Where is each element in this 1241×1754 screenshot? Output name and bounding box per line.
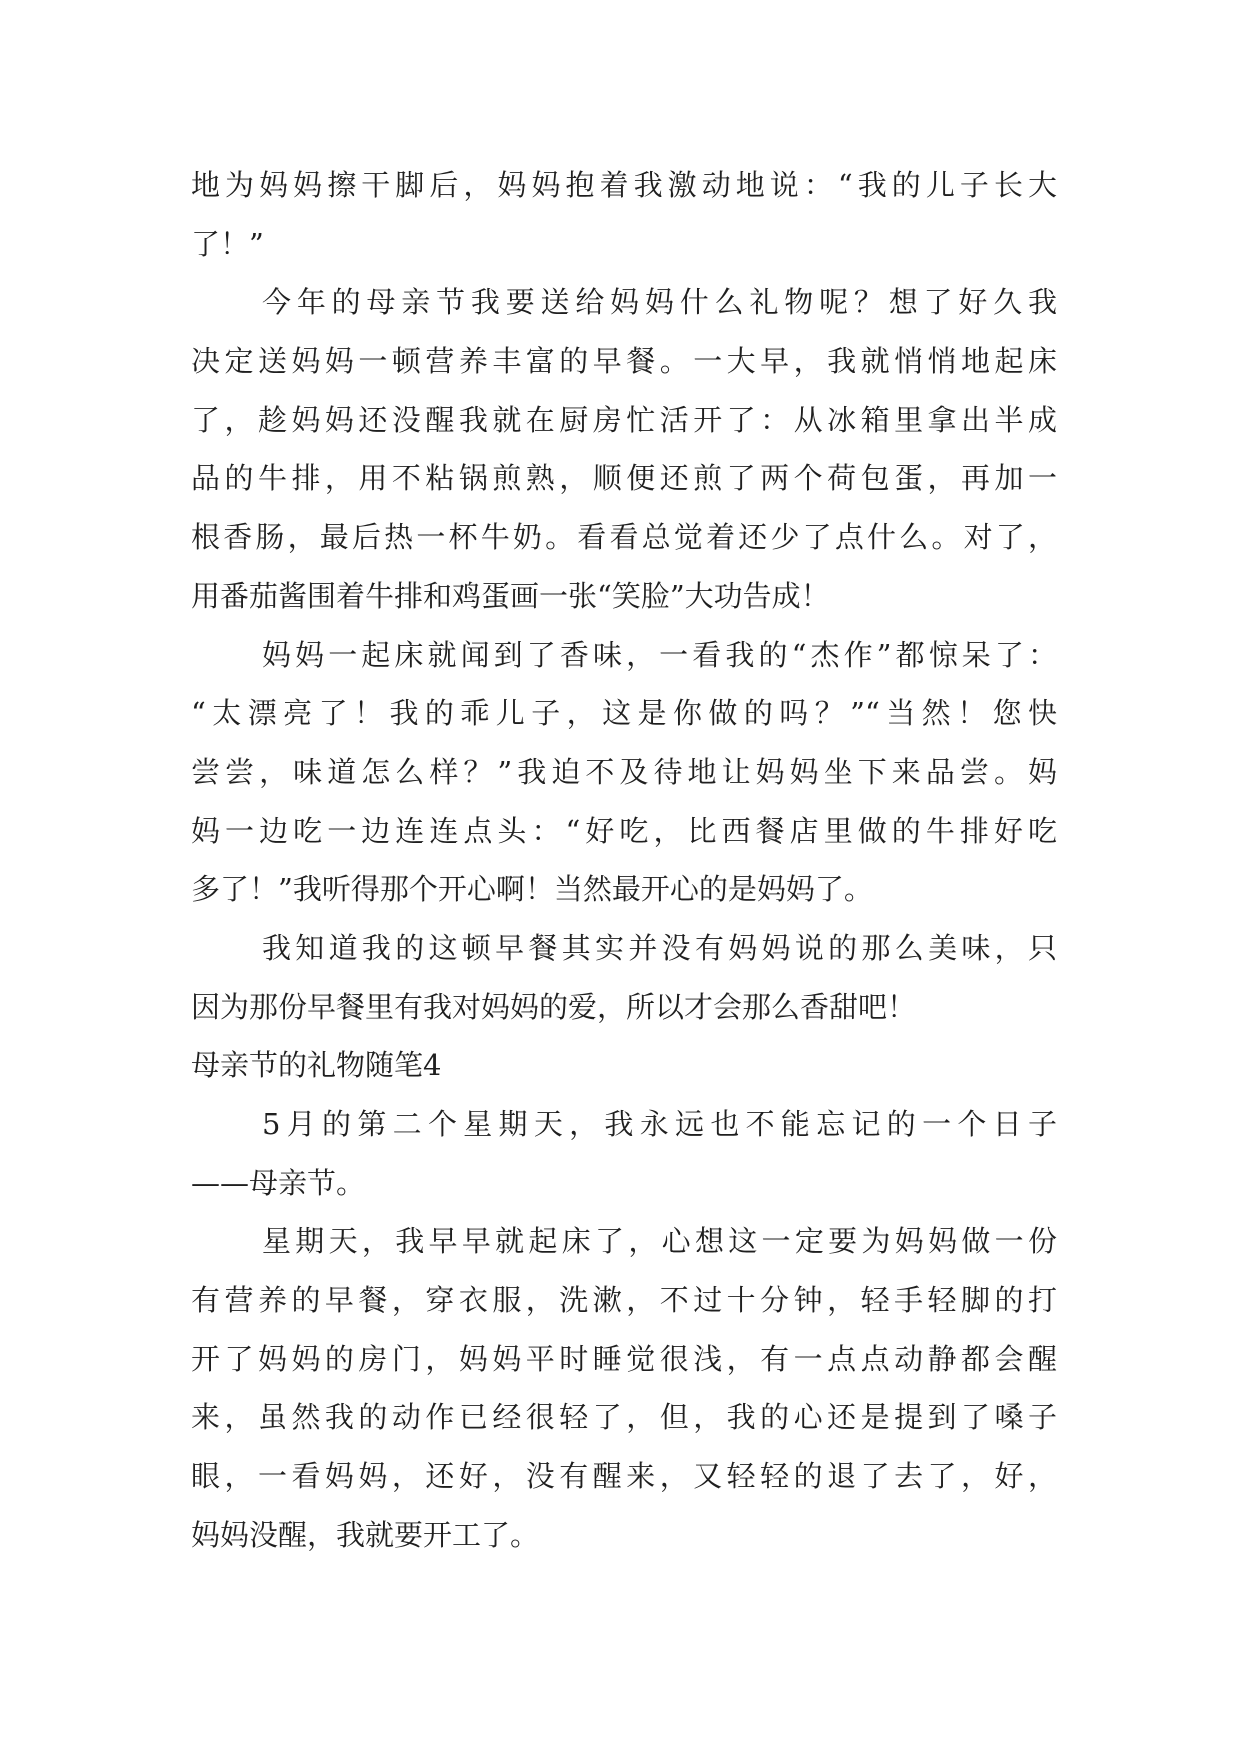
- text-line: 5月的第二个星期天，我永远也不能忘记的一个日子: [262, 1107, 1057, 1141]
- text-line: ——母亲节。: [191, 1165, 366, 1200]
- text-line: 了！”: [191, 226, 264, 261]
- text-line: 来，虽然我的动作已经很轻了，但，我的心还是提到了嗓子: [191, 1400, 1057, 1435]
- paragraph: [191, 273, 1057, 625]
- text-line: 地为妈妈擦干脚后，妈妈抱着我激动地说：“我的儿子长大: [191, 168, 1057, 202]
- text-line: 今年的母亲节我要送给妈妈什么礼物呢？想了好久我: [262, 285, 1057, 320]
- text-line: 我知道我的这顿早餐其实并没有妈妈说的那么美味，只: [262, 930, 1057, 965]
- section-heading: [191, 1036, 1057, 1095]
- text-line: “太漂亮了！我的乖儿子，这是你做的吗？”“当然！您快: [191, 696, 1057, 731]
- text-line: 妈妈一起床就闻到了香味，一看我的“杰作”都惊呆了：: [262, 637, 1057, 672]
- text-line: 妈一边吃一边连连点头：“好吃，比西餐店里做的牛排好吃: [191, 813, 1057, 848]
- heading-text: 母亲节的礼物随笔4: [191, 1048, 442, 1083]
- paragraph: [191, 919, 1057, 1036]
- paragraph: [191, 626, 1057, 919]
- text-line: 开了妈妈的房门，妈妈平时睡觉很浅，有一点点动静都会醒: [191, 1341, 1057, 1376]
- text-line: 用番茄酱围着牛排和鸡蛋画一张“笑脸”大功告成！: [191, 578, 830, 613]
- text-line: 眼，一看妈妈，还好，没有醒来，又轻轻的退了去了，好，: [191, 1459, 1057, 1494]
- paragraph: [191, 156, 1057, 273]
- text-line: 决定送妈妈一顿营养丰富的早餐。一大早，我就悄悄地起床: [191, 344, 1057, 379]
- text-line: 妈妈没醒，我就要开工了。: [191, 1517, 540, 1552]
- paragraph: [191, 1212, 1057, 1564]
- text-line: 了，趁妈妈还没醒我就在厨房忙活开了：从冰箱里拿出半成: [191, 402, 1057, 437]
- paragraph: [191, 1095, 1057, 1212]
- text-line: 星期天，我早早就起床了，心想这一定要为妈妈做一份: [262, 1224, 1057, 1259]
- text-line: 尝尝，味道怎么样？”我迫不及待地让妈妈坐下来品尝。妈: [191, 754, 1057, 789]
- document-body: [191, 156, 1057, 1565]
- text-line: 根香肠，最后热一杯牛奶。看看总觉着还少了点什么。对了，: [191, 520, 1057, 555]
- text-line: 品的牛排，用不粘锅煎熟，顺便还煎了两个荷包蛋，再加一: [191, 461, 1057, 496]
- text-line: 有营养的早餐，穿衣服，洗漱，不过十分钟，轻手轻脚的打: [191, 1283, 1057, 1318]
- text-line: 多了！”我听得那个开心啊！当然最开心的是妈妈了。: [191, 872, 873, 907]
- text-line: 因为那份早餐里有我对妈妈的爱，所以才会那么香甜吧！: [191, 989, 917, 1024]
